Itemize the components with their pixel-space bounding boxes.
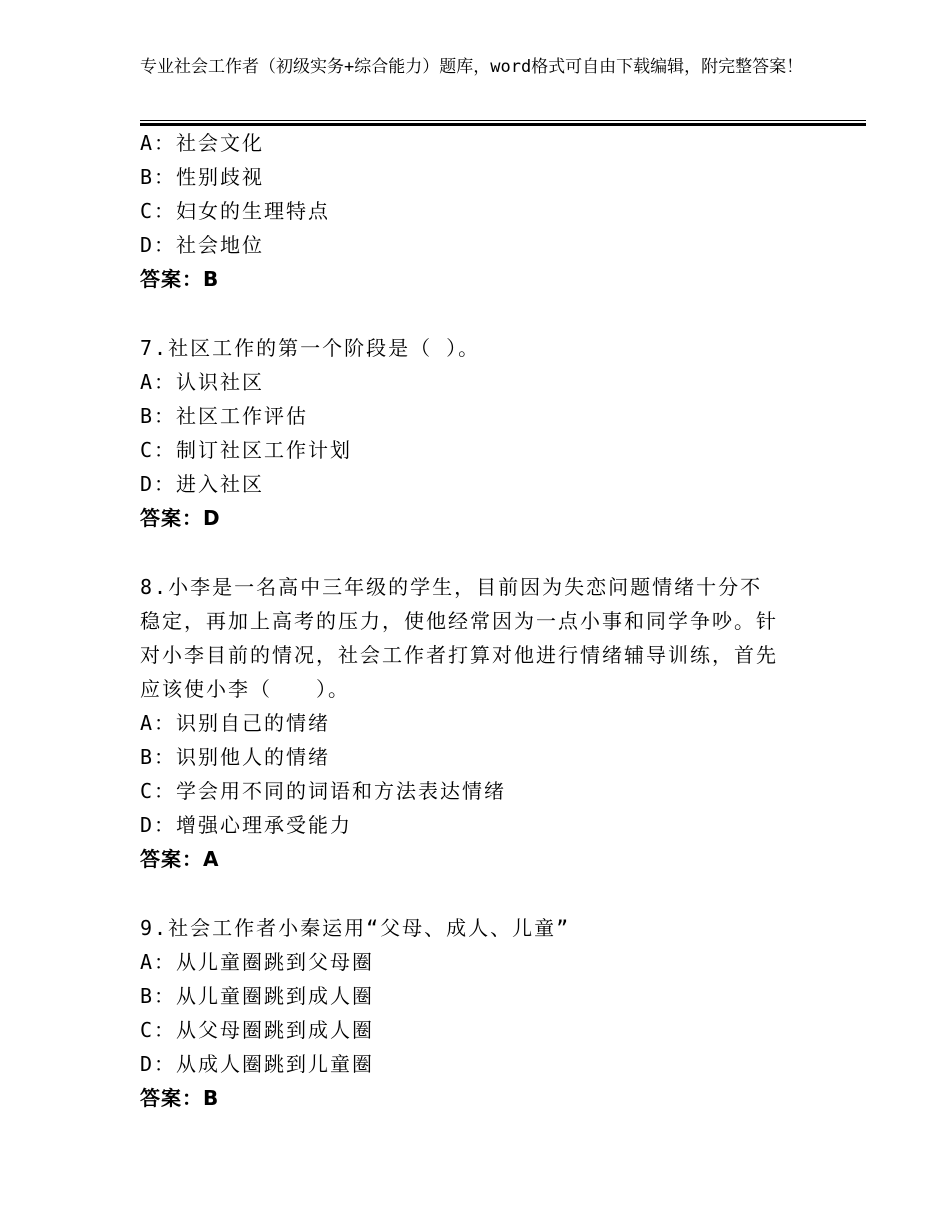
option-b: B：社区工作评估 xyxy=(140,404,309,428)
option-d: D：社会地位 xyxy=(140,233,265,257)
option-b: B：从儿童圈跳到成人圈 xyxy=(140,984,375,1008)
option-c: C：妇女的生理特点 xyxy=(140,199,331,223)
answer-line: 答案：B xyxy=(140,267,220,291)
question-block-9 xyxy=(140,911,800,1115)
answer-line: 答案：A xyxy=(140,847,220,871)
question-block-6 xyxy=(140,126,800,296)
option-d: D：从成人圈跳到儿童圈 xyxy=(140,1052,375,1076)
option-d: D：增强心理承受能力 xyxy=(140,813,353,837)
header-divider-thin xyxy=(140,120,866,121)
option-c: C：学会用不同的词语和方法表达情绪 xyxy=(140,779,507,803)
option-c: C：从父母圈跳到成人圈 xyxy=(140,1018,375,1042)
document-header: 专业社会工作者（初级实务+综合能力）题库，word格式可自由下载编辑，附完整答案！ xyxy=(140,57,804,77)
question-block-8 xyxy=(140,570,780,876)
option-a: A：识别自己的情绪 xyxy=(140,711,331,735)
answer-line: 答案：B xyxy=(140,1086,220,1110)
option-a: A：社会文化 xyxy=(140,131,265,155)
option-c: C：制订社区工作计划 xyxy=(140,438,353,462)
option-a: A：从儿童圈跳到父母圈 xyxy=(140,950,375,974)
option-b: B：识别他人的情绪 xyxy=(140,745,331,769)
question-stem: 7.社区工作的第一个阶段是（ ）。 xyxy=(140,336,481,360)
answer-line: 答案：D xyxy=(140,506,221,530)
question-stem: 8.小李是一名高中三年级的学生，目前因为失恋问题情绪十分不稳定，再加上高考的压力，使他经常因为一点小事和同学争吵。针对小李目前的情况，社会工作者打算对他进行情绪辅导训练，首先应该使小李（ ）。 xyxy=(140,575,778,701)
question-stem: 9.社会工作者小秦运用“父母、成人、儿童” xyxy=(140,916,571,940)
option-d: D：进入社区 xyxy=(140,472,265,496)
option-b: B：性别歧视 xyxy=(140,165,265,189)
option-a: A：认识社区 xyxy=(140,370,265,394)
question-block-7 xyxy=(140,331,800,535)
